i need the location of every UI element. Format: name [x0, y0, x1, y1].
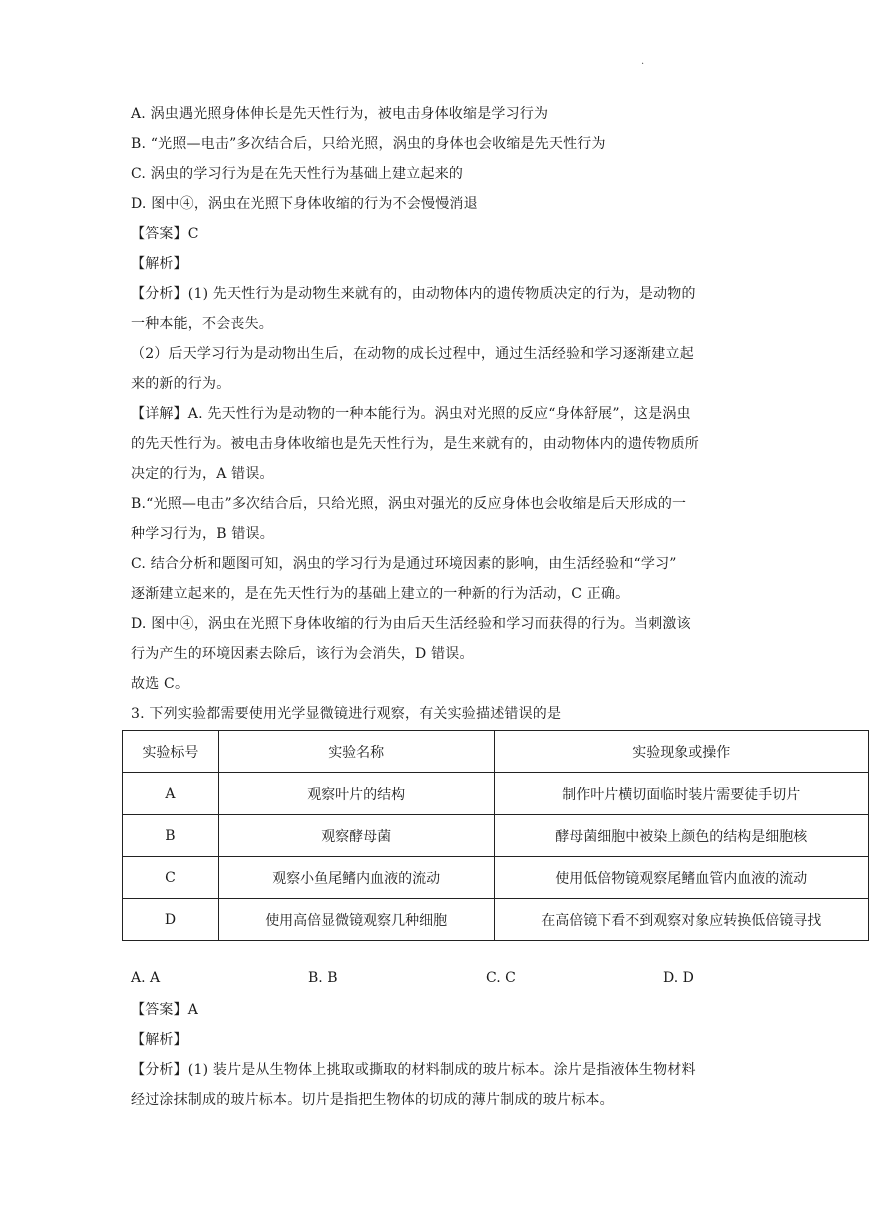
table-cell: 观察酵母菌 [218, 815, 494, 857]
q3-explanation-line: 【分析】(1) 装片是从生物体上挑取或撕取的材料制成的玻片标本。涂片是指液体生物材料 [131, 1062, 696, 1078]
q2-explanation-line: 逐渐建立起来的，是在先天性行为的基础上建立的一种新的行为活动，C 正确。 [131, 586, 630, 602]
q2-explanation-line: 【分析】(1) 先天性行为是动物生来就有的，由动物体内的遗传物质决定的行为，是动物的 [131, 286, 696, 302]
q3-analysis-label: 【解析】 [131, 1032, 188, 1048]
table-header-cell: 实验标号 [123, 731, 219, 773]
q2-explanation-line: B.“光照—电击”多次结合后，只给光照，涡虫对强光的反应身体也会收缩是后天形成的一 [131, 496, 687, 512]
q2-option-d: D. 图中④，涡虫在光照下身体收缩的行为不会慢慢消退 [131, 196, 478, 212]
q2-explanation-line: 一种本能，不会丧失。 [131, 316, 273, 332]
q2-option-b: B. “光照—电击”多次结合后，只给光照，涡虫的身体也会收缩是先天性行为 [131, 136, 606, 152]
table-cell: 在高倍镜下看不到观察对象应转换低倍镜寻找 [494, 899, 869, 941]
table-cell: 酵母菌细胞中被染上颜色的结构是细胞核 [494, 815, 869, 857]
q3-explanation-line: 经过涂抹制成的玻片标本。切片是指把生物体的切成的薄片制成的玻片标本。 [131, 1092, 614, 1108]
q2-explanation-line: 行为产生的环境因素去除后，该行为会消失，D 错误。 [131, 646, 474, 662]
table-header-cell: 实验名称 [218, 731, 494, 773]
q2-explanation-line: C. 结合分析和题图可知，涡虫的学习行为是通过环境因素的影响，由生活经验和“学习” [131, 556, 677, 572]
q2-option-a: A. 涡虫遇光照身体伸长是先天性行为，被电击身体收缩是学习行为 [131, 106, 549, 122]
table-cell: B [123, 815, 219, 857]
q3-option-d: D. D [663, 970, 694, 986]
table-cell: D [123, 899, 219, 941]
q2-explanation-line: （2）后天学习行为是动物出生后，在动物的成长过程中，通过生活经验和学习逐渐建立起 [131, 346, 694, 362]
q2-explanation-line: 来的新的行为。 [131, 376, 231, 392]
table-cell: 制作叶片横切面临时装片需要徒手切片 [494, 773, 869, 815]
table-cell: 观察叶片的结构 [218, 773, 494, 815]
table-header-cell: 实验现象或操作 [494, 731, 869, 773]
q2-explanation-line: D. 图中④，涡虫在光照下身体收缩的行为由后天生活经验和学习而获得的行为。当刺激该 [131, 616, 691, 632]
q3-question: 3. 下列实验都需要使用光学显微镜进行观察，有关实验描述错误的是 [131, 706, 562, 722]
q2-analysis-label: 【解析】 [131, 256, 188, 272]
q2-answer: 【答案】C [131, 226, 199, 242]
header-mark: . [641, 56, 645, 67]
table-cell: C [123, 857, 219, 899]
experiment-table [122, 730, 869, 941]
q3-option-a: A. A [131, 970, 161, 986]
q2-explanation-line: 种学习行为，B 错误。 [131, 526, 274, 542]
table-header-row [123, 731, 869, 773]
q3-option-b: B. B [308, 970, 338, 986]
table-cell: 使用低倍物镜观察尾鳍血管内血液的流动 [494, 857, 869, 899]
q3-answer: 【答案】A [131, 1002, 199, 1018]
table-cell: 观察小鱼尾鳍内血液的流动 [218, 857, 494, 899]
table-row [123, 815, 869, 857]
table-row [123, 899, 869, 941]
q2-explanation-line: 故选 C。 [131, 676, 190, 692]
table-cell: 使用高倍显微镜观察几种细胞 [218, 899, 494, 941]
table-cell: A [123, 773, 219, 815]
q2-explanation-line: 决定的行为，A 错误。 [131, 466, 274, 482]
q3-option-c: C. C [486, 970, 516, 986]
table-row [123, 857, 869, 899]
table-row [123, 773, 869, 815]
q2-explanation-line: 的先天性行为。被电击身体收缩也是先天性行为，是生来就有的，由动物体内的遗传物质所 [131, 436, 699, 452]
q2-explanation-line: 【详解】A. 先天性行为是动物的一种本能行为。涡虫对光照的反应“身体舒展”，这是涡虫 [131, 406, 691, 422]
q2-option-c: C. 涡虫的学习行为是在先天性行为基础上建立起来的 [131, 166, 464, 182]
